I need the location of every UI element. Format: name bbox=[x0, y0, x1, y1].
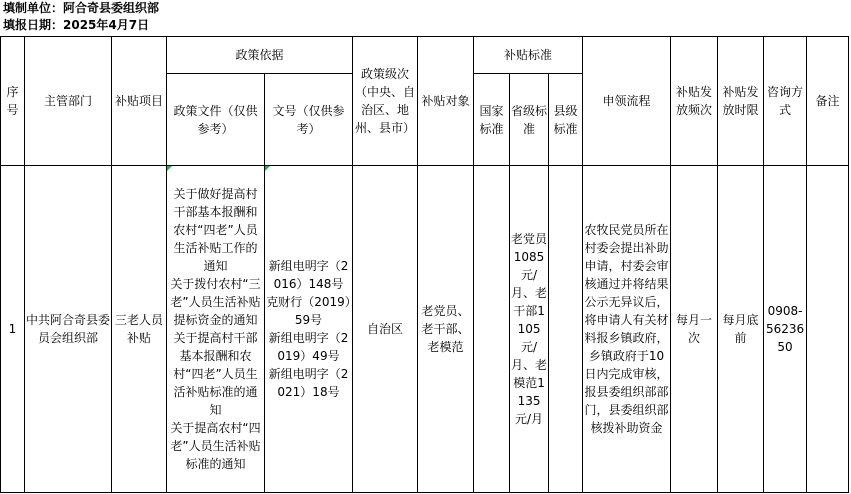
cell-frequency: 每月一次 bbox=[671, 166, 718, 493]
header-process: 申领流程 bbox=[583, 37, 671, 166]
header-contact: 咨询方式 bbox=[764, 37, 807, 166]
header-standard: 补贴标准 bbox=[474, 37, 583, 74]
cell-county bbox=[549, 166, 583, 493]
header-dept: 主管部门 bbox=[25, 37, 112, 166]
cell-doc-no: 新组电明字（2016）148号 克财行（2019）59号 新组电明字（2019）49号 新组电明字（2021）18号 bbox=[265, 166, 353, 493]
fill-unit-label: 填制单位：阿合奇县委组织部 bbox=[3, 1, 160, 15]
header-item: 补贴项目 bbox=[112, 37, 167, 166]
cell-note bbox=[807, 166, 849, 493]
cell-policy-doc: 关于做好提高村干部基本报酬和农村“四老”人员生活补贴工作的通知 关于拨付农村“三老”人员生活补贴提标资金的通知 关于提高村干部基本报酬和农村“四老”人员生活补贴标准的通知 关于提高农村“四老”人员生活补贴标准的通知 bbox=[167, 166, 265, 493]
cell-process: 农牧民党员所在村委会提出补助申请，村委会审核通过并将结果公示无异议后，将申请人有关材料报乡镇政府，乡镇政府于10日内完成审核，报县委组织部部门，县委组织部核拨补助资金 bbox=[583, 166, 671, 493]
header-level: 政策级次（中央、自治区、地州、县市） bbox=[353, 37, 418, 166]
header-timelimit: 补贴发放时限 bbox=[718, 37, 764, 166]
subsidy-table bbox=[0, 36, 849, 493]
header-note: 备注 bbox=[807, 37, 849, 166]
header-doc-no: 文号（仅供参考） bbox=[265, 74, 353, 166]
cell-seq: 1 bbox=[1, 166, 25, 493]
cell-timelimit: 每月底前 bbox=[718, 166, 764, 493]
fill-date-label: 填报日期：2025年4月7日 bbox=[3, 18, 150, 32]
cell-target: 老党员、老干部、老模范 bbox=[418, 166, 474, 493]
header-target: 补贴对象 bbox=[418, 37, 474, 166]
cell-level: 自治区 bbox=[353, 166, 418, 493]
header-seq: 序号 bbox=[1, 37, 25, 166]
cell-provincial: 老党员1085元/月、老干部1105元/月、老模范1135元/月 bbox=[510, 166, 549, 493]
cell-dept: 中共阿合奇县委员会组织部 bbox=[25, 166, 112, 493]
header-policy-basis: 政策依据 bbox=[167, 37, 353, 74]
table-row bbox=[1, 166, 849, 493]
header-county: 县级标准 bbox=[549, 74, 583, 166]
cell-national bbox=[474, 166, 510, 493]
header-policy-doc: 政策文件（仅供参考） bbox=[167, 74, 265, 166]
cell-contact: 0908-5623650 bbox=[764, 166, 807, 493]
header-national: 国家标准 bbox=[474, 74, 510, 166]
header-provincial: 省级标准 bbox=[510, 74, 549, 166]
cell-item: 三老人员补贴 bbox=[112, 166, 167, 493]
header-frequency: 补贴发放频次 bbox=[671, 37, 718, 166]
